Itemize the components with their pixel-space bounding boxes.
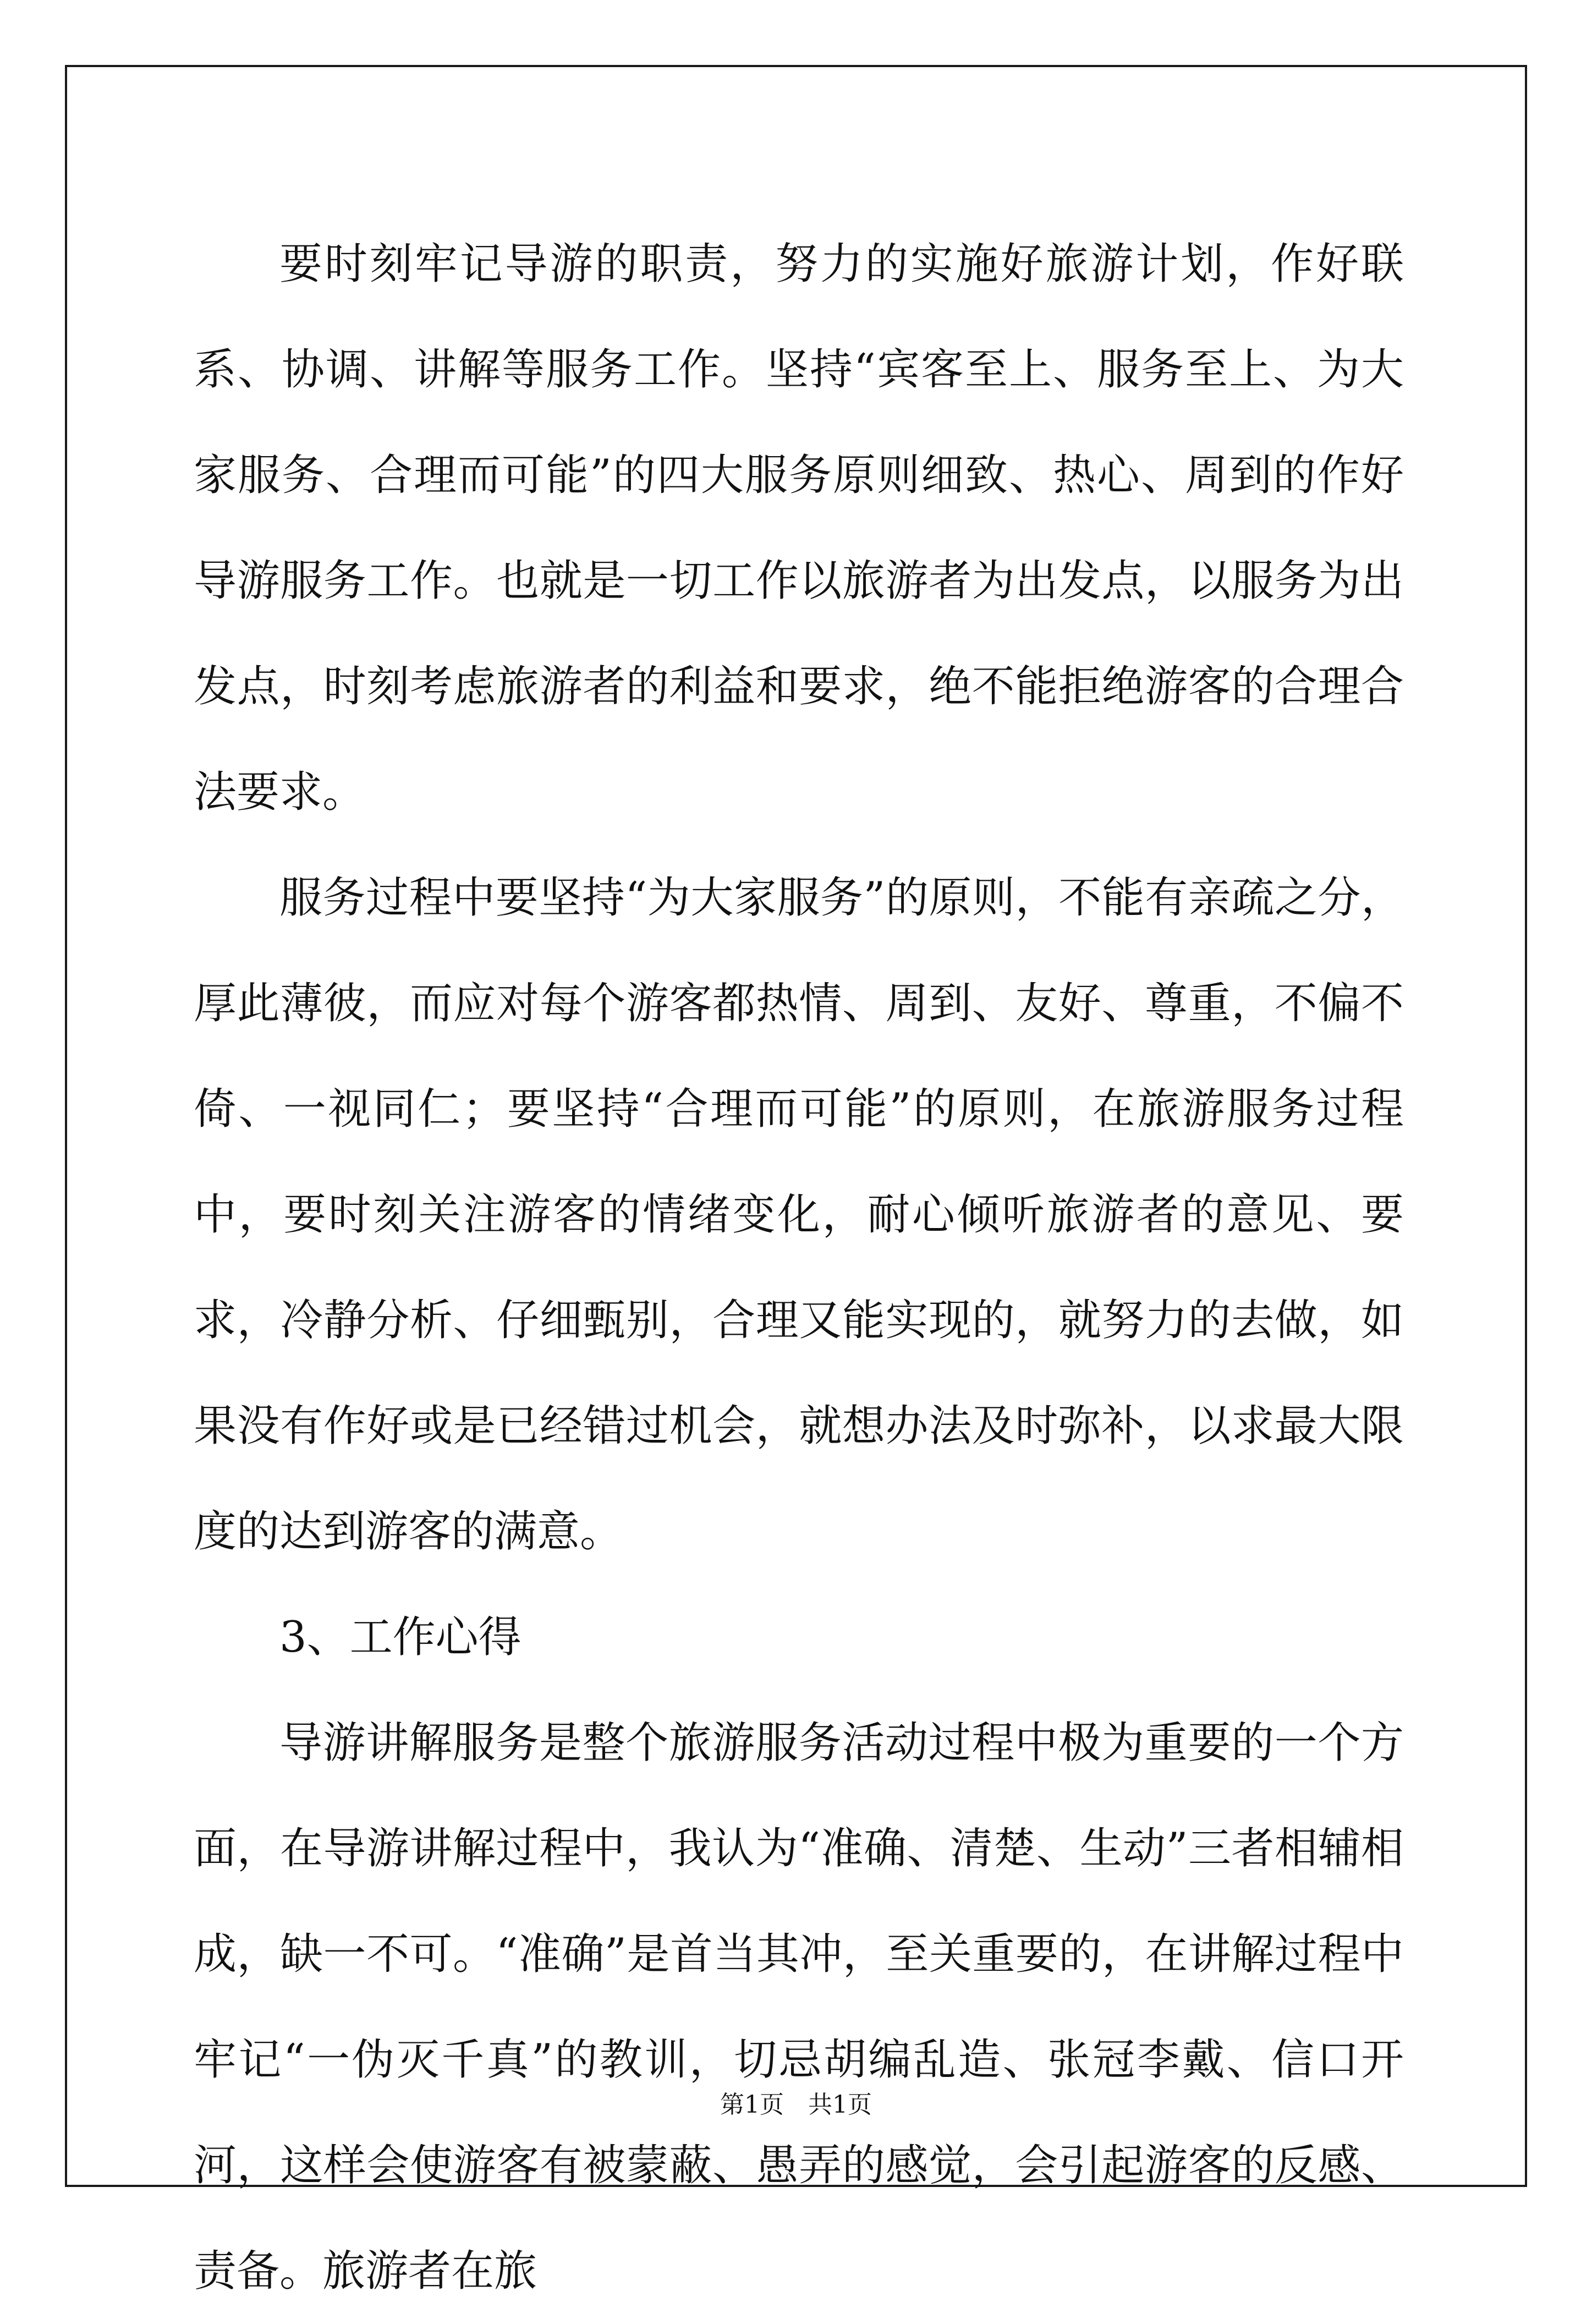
- section-heading: 3、工作心得: [279, 1613, 521, 1662]
- paragraph-2: 服务过程中要坚持“为大家服务”的原则，不能有亲疏之分，厚此薄彼，而应对每个游客都热情、周到、友好、尊重，不偏不倚、一视同仁；要坚持“合理而可能”的原则，在旅游服务过程中，要时刻关注游客的情绪变化，耐心倾听旅游者的意见、要求，冷静分析、仔细甄别，合理又能实现的，就努力的去做，如果没有作好或是已经错过机会，就想办法及时弥补，以求最大限度的达到游客的满意。: [194, 873, 1404, 1556]
- paragraph-3: 导游讲解服务是整个旅游服务活动过程中极为重要的一个方面，在导游讲解过程中，我认为“准确、清楚、生动”三者相辅相成，缺一不可。“准确”是首当其冲，至关重要的，在讲解过程中牢记“一伪灭千真”的教训，切忌胡编乱造、张冠李戴、信口开河，这样会使游客有被蒙蔽、愚弄的感觉，会引起游客的反感、责备。旅游者在旅: [194, 1718, 1404, 2296]
- document-body: [194, 211, 1404, 2324]
- page-footer: 第1页 共1页: [720, 2091, 872, 2119]
- paragraph-1: 要时刻牢记导游的职责，努力的实施好旅游计划，作好联系、协调、讲解等服务工作。坚持“宾客至上、服务至上、为大家服务、合理而可能”的四大服务原则细致、热心、周到的作好导游服务工作。也就是一切工作以旅游者为出发点，以服务为出发点，时刻考虑旅游者的利益和要求，绝不能拒绝游客的合理合法要求。: [194, 239, 1404, 817]
